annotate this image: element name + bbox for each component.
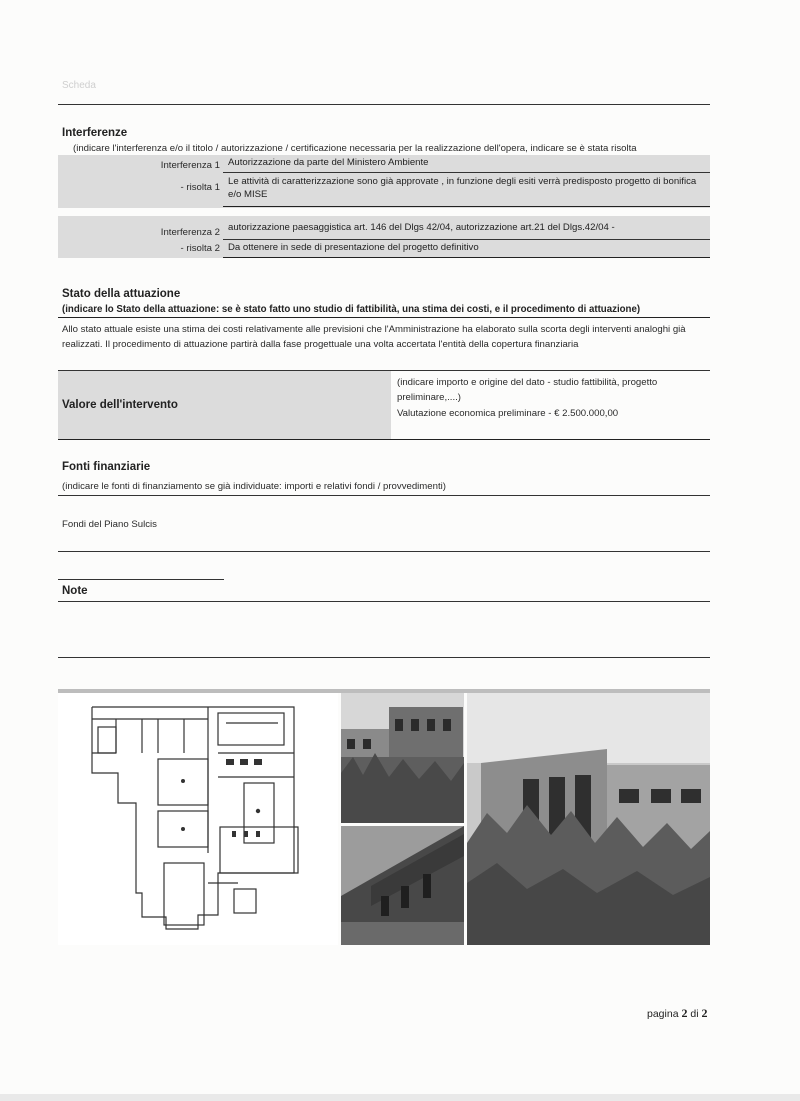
page-footer	[647, 1006, 707, 1021]
risolta-2-label: - risolta 2	[180, 243, 220, 254]
fonti-instruction-rule	[58, 495, 710, 496]
stato-title: Stato della attuazione	[62, 288, 181, 300]
valore-bottom-rule	[58, 439, 710, 440]
header-faint-label: Scheda	[62, 80, 96, 91]
footer-of: di	[690, 1008, 699, 1020]
building-photo-wall	[341, 826, 464, 945]
interferenze-instruction: (indicare l'interferenza e/o il titolo / autorizzazione / certificazione necessaria per la realizzazione dell'opera, indicare se è stata risolta	[73, 143, 637, 154]
building-photo-main	[467, 693, 710, 945]
valore-instruction: (indicare importo e origine del dato - studio fattibilità, progetto preliminare,....)	[397, 377, 658, 404]
interferenza-1-label: Interferenza 1	[160, 160, 220, 171]
interferenza-2-rule	[223, 239, 710, 240]
floor-plan-image	[58, 693, 338, 945]
fonti-instruction: (indicare le fonti di finanziamento se già individuate: importi e relativi fondi / provvedimenti)	[62, 481, 446, 492]
valore-value: Valutazione economica preliminare - € 2.500.000,00	[397, 408, 619, 419]
interferenze-title: Interferenze	[62, 127, 128, 139]
stato-subtitle-rule	[58, 317, 710, 318]
stato-body: Allo stato attuale esiste una stima dei costi relativamente alle previsioni che l'Amministrazione ha elaborato sulla scorta degli interventi analoghi già realizzati. Il procedimento di attuazione partirà dalla fase progettuale una volta accertata l'entità della copertura finanziaria	[62, 324, 686, 351]
footer-prefix: pagina	[647, 1008, 679, 1020]
interferenza-2-label: Interferenza 2	[160, 227, 220, 238]
interferenza-1-value: Autorizzazione da parte del Ministero Ambiente	[228, 157, 429, 168]
risolta-1-value: Le attività di caratterizzazione sono già approvate , in funzione degli esiti verrà predisposto progetto di bonifica e/o MISE	[228, 176, 697, 200]
footer-page: 2	[681, 1006, 688, 1020]
header-rule	[58, 104, 710, 105]
footer-total: 2	[701, 1006, 708, 1020]
note-title: Note	[62, 585, 88, 597]
stato-subtitle: (indicare lo Stato della attuazione: se è stato fatto uno studio di fattibilità, una stima dei costi, e il procedimento di attuazione)	[62, 304, 641, 315]
fonti-value: Fondi del Piano Sulcis	[62, 519, 157, 530]
fonti-title: Fonti finanziarie	[62, 461, 151, 473]
risolta-2-rule	[223, 257, 710, 258]
interferenza-2-value: autorizzazione paesaggistica art. 146 del Dlgs 42/04, autorizzazione art.21 del Dlgs.42/04 -	[228, 222, 615, 233]
interferenza-1-rule	[223, 172, 710, 173]
building-photo-top	[341, 693, 464, 823]
note-short-rule	[58, 579, 224, 580]
risolta-1-rule	[223, 206, 710, 207]
risolta-2-value: Da ottenere in sede di presentazione del progetto definitivo	[228, 242, 479, 253]
scan-bottom-edge	[0, 1094, 800, 1101]
valore-label: Valore dell'intervento	[62, 399, 178, 411]
fonti-bottom-rule	[58, 551, 710, 552]
risolta-1-label: - risolta 1	[180, 182, 220, 193]
note-title-rule	[58, 601, 710, 602]
note-bottom-rule	[58, 657, 710, 658]
